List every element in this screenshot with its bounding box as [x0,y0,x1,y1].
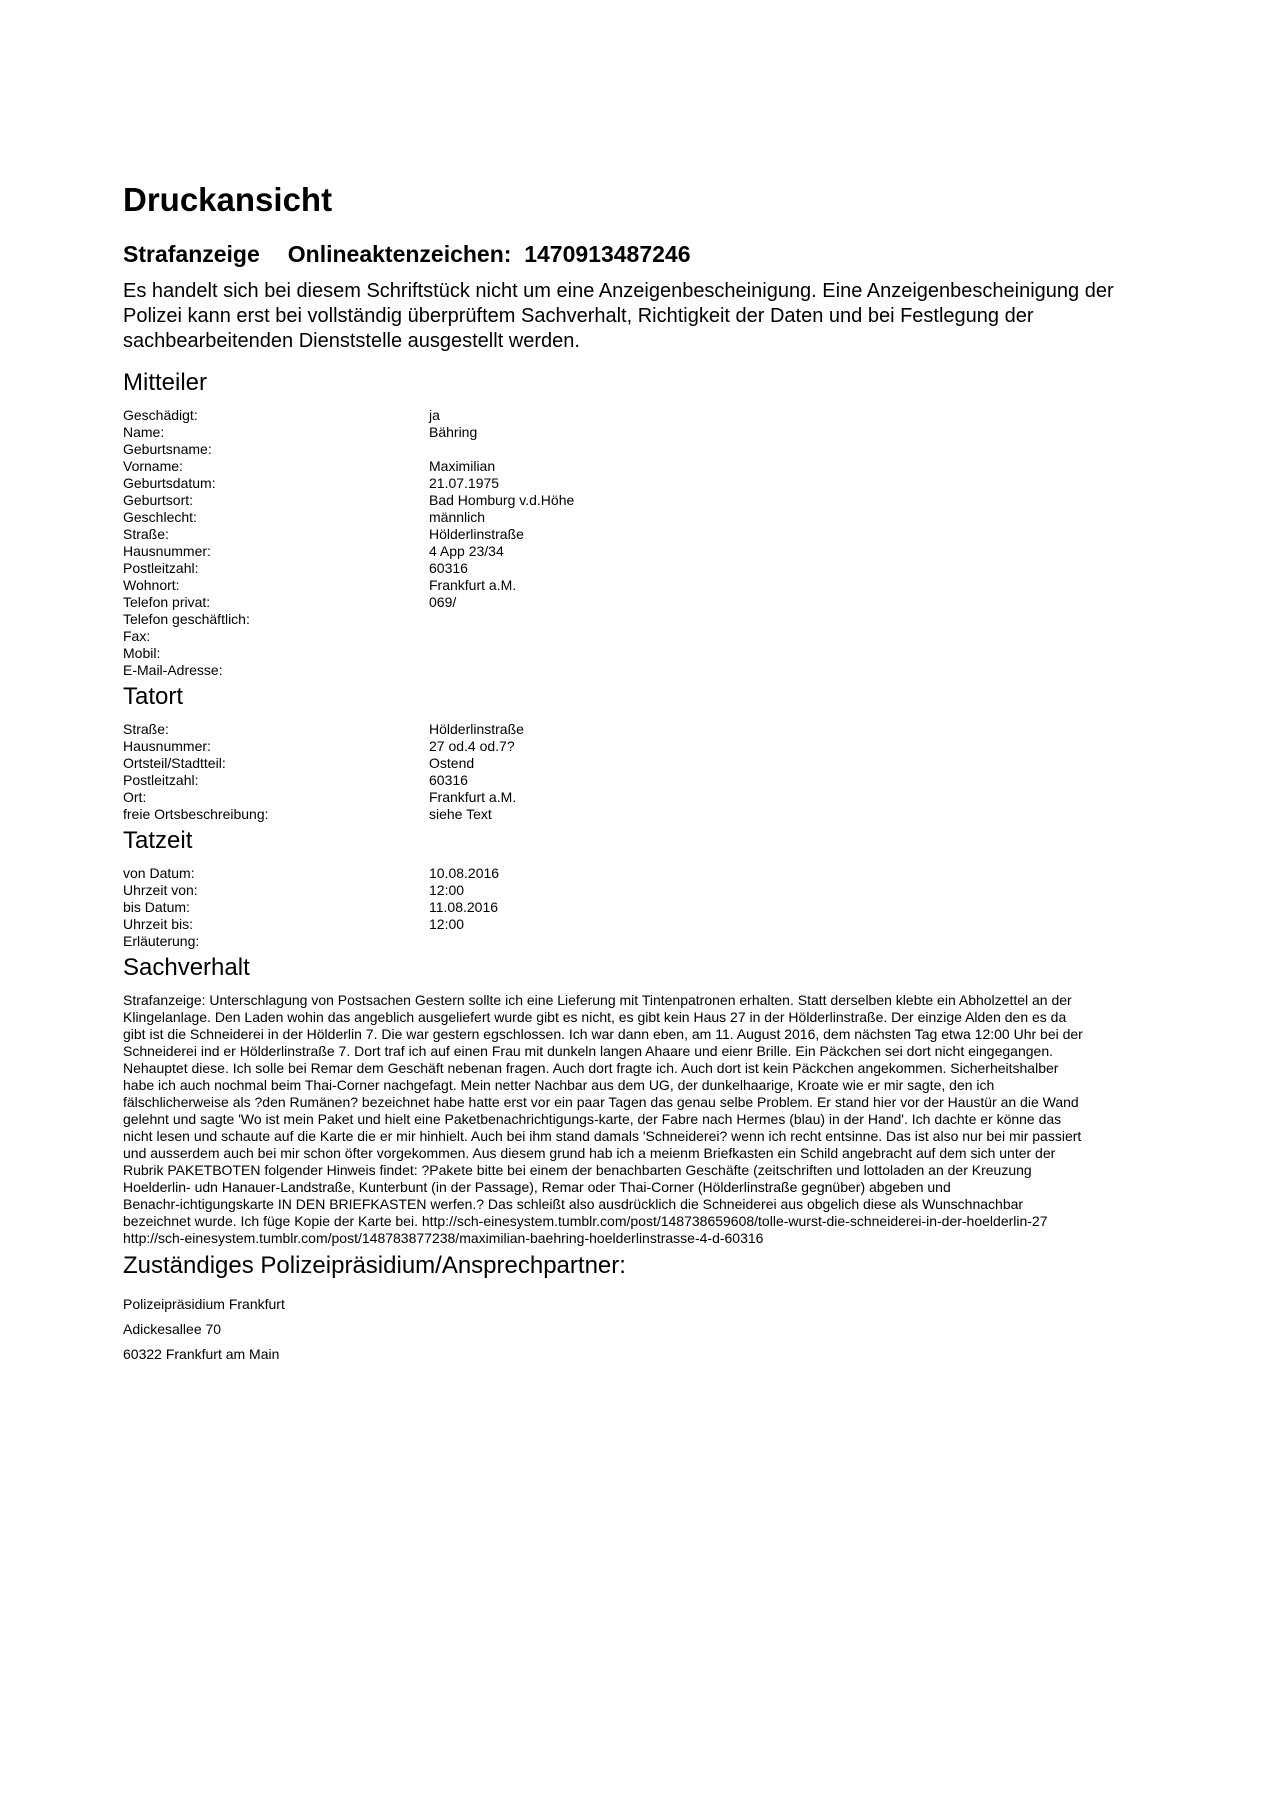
field-row [123,772,1173,789]
field-label: Vorname: [123,458,183,474]
field-value: siehe Text [429,806,492,822]
field-label: Fax: [123,628,151,644]
field-label: Straße: [123,721,169,737]
field-row [123,492,1173,509]
report-subtitle [123,240,1173,268]
field-label: Geburtsdatum: [123,475,216,491]
field-label: Uhrzeit von: [123,882,198,898]
field-label: bis Datum: [123,899,190,915]
field-row [123,407,1173,424]
ref-number: 1470913487246 [524,241,691,267]
section-heading-tatzeit: Tatzeit [123,827,193,854]
sachverhalt-line: Hoelderlin- udn Hanauer-Landstraße, Kunterbunt (in der Passage), Remar oder Thai-Corner (Hölderlinstraße gegnüber) abgeben und [123,1179,951,1195]
sachverhalt-line: Rubrik PAKETBOTEN folgender Hinweis findet: ?Pakete bitte bei einem der benachbarten Geschäfte (zeitschriften und lottoladen an der Kreuzung [123,1162,1032,1178]
section-heading-contact: Zuständiges Polizeipräsidium/Ansprechpartner: [123,1252,626,1279]
field-label: Telefon privat: [123,594,211,610]
field-row [123,755,1173,772]
sachverhalt-line: Klingelanlage. Den Laden wohin das angeblich ausgeliefert wurde gibt es nicht, es gibt kein Haus 27 in der Hölderlinstraße. Der einzige Alden den es da [123,1009,1067,1025]
contact-address [123,1292,1173,1367]
sachverhalt-line: Schneiderei ind er Hölderlinstraße 7. Dort traf ich auf einen Frau mit dunkeln langen Ahaare und eienr Brille. Ein Päckchen sei dort nicht eingegangen. [123,1043,1053,1059]
field-label: Postleitzahl: [123,772,199,788]
field-label: Ort: [123,789,147,805]
field-value: Bähring [429,424,478,440]
field-label: Mobil: [123,645,161,661]
field-value: 10.08.2016 [429,865,500,881]
field-row [123,441,1173,458]
contact-line: Adickesallee 70 [123,1321,222,1337]
field-row [123,509,1173,526]
sachverhalt-line: habe ich auch nochmal beim Thai-Corner nachgefagt. Mein netter Nachbar aus dem UG, der dunkelhaarige, Kroate wie er mir sagte, den ich [123,1077,995,1093]
field-label: Uhrzeit bis: [123,916,194,932]
field-row [123,789,1173,806]
doc-type: Strafanzeige [123,241,260,267]
field-row [123,560,1173,577]
field-row [123,526,1173,543]
disclaimer-notice: Es handelt sich bei diesem Schriftstück nicht um eine Anzeigenbescheinigung. Eine Anzeigenbescheinigung der Polizei kann erst bei vollständig überprüftem Sachverhalt, Richtigkeit der Daten und bei Festlegung der sachbearbeitenden Dienststelle ausgestellt werden. [123,280,1114,352]
sachverhalt-line: bezeichnet wurde. Ich füge Kopie der Karte bei. http://sch-einesystem.tumblr.com/post/148738659608/tolle-wurst-die-schneiderei-in-der-hoelderlin-27 [123,1213,1048,1229]
contact-line: 60322 Frankfurt am Main [123,1346,280,1362]
sachverhalt-line: fälschlicherweise als ?den Rumänen? bezeichnet habe hatte erst vor ein paar Tagen das genau selbe Problem. Er stand hier vor der Haustür an die Wand [123,1094,1079,1110]
field-value: 21.07.1975 [429,475,500,491]
field-label: Erläuterung: [123,933,200,949]
sachverhalt-line: http://sch-einesystem.tumblr.com/post/148783877238/maximilian-baehring-hoelderlinstrasse-4-d-60316 [123,1230,764,1246]
field-label: von Datum: [123,865,195,881]
field-value: Frankfurt a.M. [429,789,517,805]
sachverhalt-text [123,992,1173,1247]
field-label: freie Ortsbeschreibung: [123,806,269,822]
sachverhalt-line: gelehnt und sagte 'Wo ist mein Paket und hielt eine Paketbenachrichtigungs-karte, der Fabre nach Hermes (blau) in der Hand'. Ich dachte er könne das [123,1111,1062,1127]
field-value: Hölderlinstraße [429,526,524,542]
ref-label: Onlineaktenzeichen: [287,241,512,267]
field-value: Maximilian [429,458,496,474]
field-value: ja [429,407,440,423]
sachverhalt-line: und ausserdem auch bei mir schon öfter vorgekommen. Aus diesem grund hab ich a meienm Briefkasten ein Schild angebracht auf dem sich unter der [123,1145,1056,1161]
field-value: 12:00 [429,916,465,932]
field-value: männlich [429,509,486,525]
field-value: Hölderlinstraße [429,721,524,737]
field-row [123,645,1173,662]
tatzeit-fields [123,865,1173,950]
field-row [123,611,1173,628]
field-value: 60316 [429,560,468,576]
tatort-fields [123,721,1173,823]
sachverhalt-line: Nehauptet diese. Ich solle bei Remar dem Geschäft nebenan fragen. Auch dort fragte ich. Auch dort ist kein Päckchen angekommen. Sicherheitshalber [123,1060,1059,1076]
page-title: Druckansicht [123,181,333,218]
field-value: Frankfurt a.M. [429,577,517,593]
sachverhalt-line: Benachr-ichtigungskarte IN DEN BRIEFKASTEN werfen.? Das schleißt also ausdrücklich die Schneiderei aus obgelich diese als Wunschnachbar [123,1196,1024,1212]
field-label: Wohnort: [123,577,180,593]
field-row [123,424,1173,441]
field-row [123,458,1173,475]
field-row [123,933,1173,950]
field-label: Ortsteil/Stadtteil: [123,755,226,771]
field-row [123,543,1173,560]
field-row [123,628,1173,645]
field-label: Geschädigt: [123,407,198,423]
section-heading-sachverhalt: Sachverhalt [123,954,250,981]
sachverhalt-line: nicht lesen und schaute auf die Karte die er mir hinhielt. Auch bei ihm stand damals 'Schneiderei? wenn ich recht entsinne. Das ist also nur bei mir passiert [123,1128,1082,1144]
field-row [123,882,1173,899]
section-heading-mitteiler: Mitteiler [123,369,208,396]
field-value: 4 App 23/34 [429,543,504,559]
field-row [123,594,1173,611]
field-value: 069/ [429,594,457,610]
field-label: Geburtsort: [123,492,194,508]
mitteiler-fields [123,407,1173,679]
field-value: Bad Homburg v.d.Höhe [429,492,575,508]
field-row [123,916,1173,933]
section-heading-tatort: Tatort [123,683,184,710]
field-label: E-Mail-Adresse: [123,662,223,678]
field-row [123,475,1173,492]
field-label: Hausnummer: [123,738,211,754]
contact-line: Polizeipräsidium Frankfurt [123,1296,285,1312]
field-row [123,865,1173,882]
document-content [123,180,1173,1367]
sachverhalt-line: gibt ist die Schneiderei in der Hölderlin 7. Die war gestern egschlossen. Ich war dann eben, am 11. August 2016, dem nächsten Tag etwa 12:00 Uhr bei der [123,1026,1083,1042]
field-label: Geburtsname: [123,441,212,457]
field-label: Hausnummer: [123,543,211,559]
field-row [123,577,1173,594]
field-label: Name: [123,424,165,440]
field-value: 27 od.4 od.7? [429,738,515,754]
field-row [123,806,1173,823]
sachverhalt-line: Strafanzeige: Unterschlagung von Postsachen Gestern sollte ich eine Lieferung mit Tintenpatronen erhalten. Statt derselben klebte ein Abholzettel an der [123,992,1072,1008]
field-value: Ostend [429,755,475,771]
field-label: Geschlecht: [123,509,197,525]
field-value: 60316 [429,772,468,788]
field-label: Postleitzahl: [123,560,199,576]
field-label: Telefon geschäftlich: [123,611,250,627]
field-row [123,738,1173,755]
field-value: 12:00 [429,882,465,898]
field-row [123,721,1173,738]
field-value: 11.08.2016 [429,899,499,915]
field-label: Straße: [123,526,169,542]
field-row [123,662,1173,679]
field-row [123,899,1173,916]
